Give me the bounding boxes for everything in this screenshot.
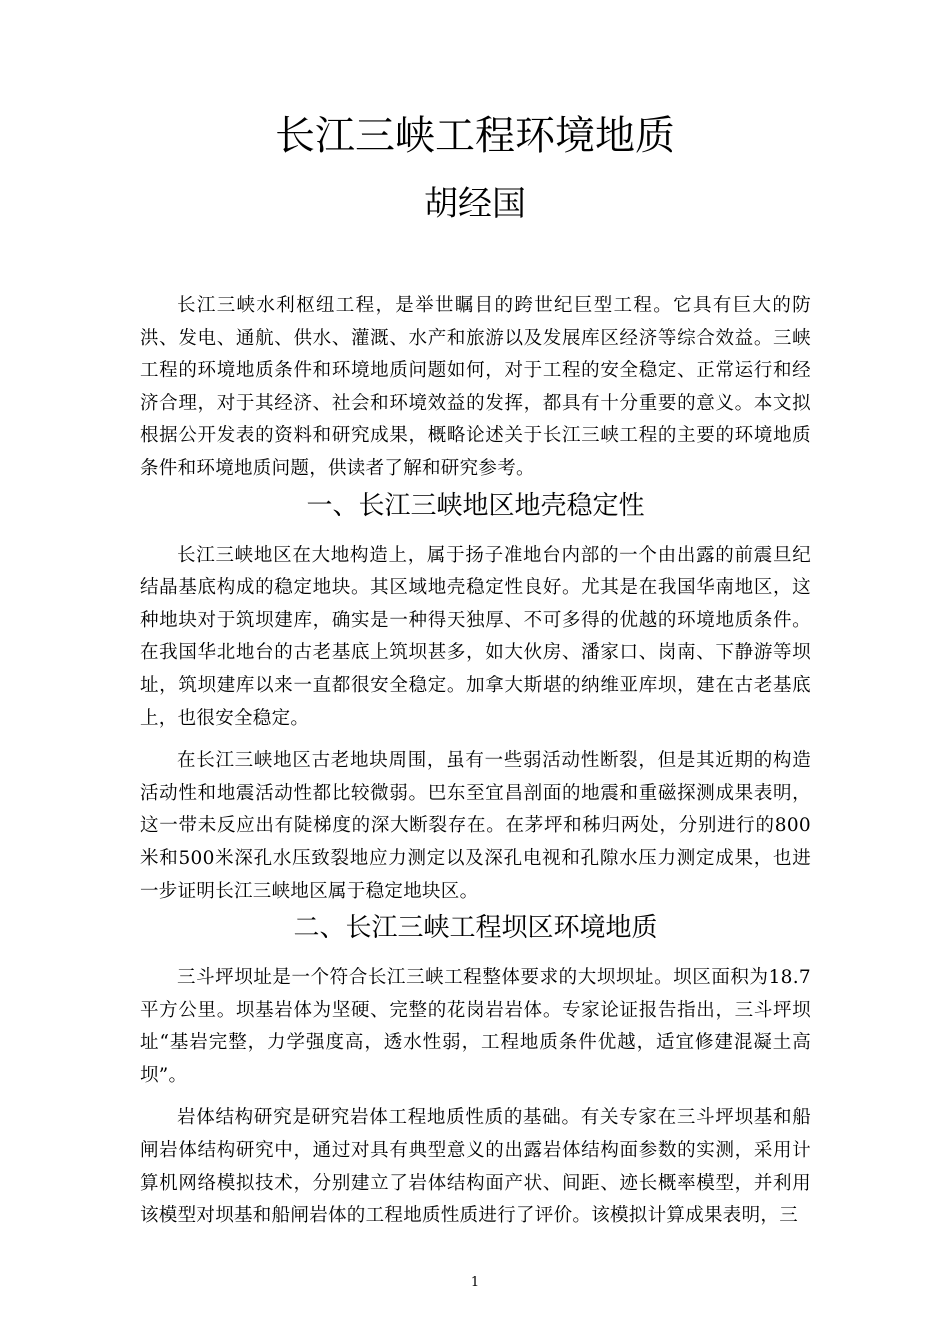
section-heading-1: 一、长江三峡地区地壳稳定性 bbox=[306, 490, 645, 521]
section-2-paragraph-1: 三斗坪坝址是一个符合长江三峡工程整体要求的大坝坝址。坝区面积为18.7平方公里。坝基岩体为坚硬、完整的花岗岩岩体。专家论证报告指出，三斗坪坝址“基岩完整，力学强度高，透水性弱，工程地质条件优越，适宜修建混凝土高坝”。 bbox=[140, 967, 811, 1086]
page-number: 1 bbox=[470, 1275, 480, 1290]
document-title: 长江三峡工程环境地质 bbox=[275, 113, 675, 159]
document-body bbox=[140, 290, 811, 1233]
section-1-paragraph-2: 在长江三峡地区古老地块周围，虽有一些弱活动性断裂，但是其近期的构造活动性和地震活动性都比较微弱。巴东至宜昌剖面的地震和重磁探测成果表明，这一带未反应出有陡梯度的深大断裂存在。在茅坪和秭归两处，分别进行的800米和500米深孔水压致裂地应力测定以及深孔电视和孔隙水压力测定成果，也进一步证明长江三峡地区属于稳定地块区。 bbox=[140, 750, 811, 902]
section-heading-2: 二、长江三峡工程坝区环境地质 bbox=[293, 913, 658, 944]
intro-paragraph: 长江三峡水利枢纽工程，是举世瞩目的跨世纪巨型工程。它具有巨大的防洪、发电、通航、供水、灌溉、水产和旅游以及发展库区经济等综合效益。三峡工程的环境地质条件和环境地质问题如何，对于工程的安全稳定、正常运行和经济合理，对于其经济、社会和环境效益的发挥，都具有十分重要的意义。本文拟根据公开发表的资料和研究成果，概略论述关于长江三峡工程的主要的环境地质条件和环境地质问题，供读者了解和研究参考。 bbox=[140, 295, 811, 479]
document-author: 胡经国 bbox=[424, 184, 526, 224]
section-1-paragraph-1: 长江三峡地区在大地构造上，属于扬子准地台内部的一个由出露的前震旦纪结晶基底构成的稳定地块。其区域地壳稳定性良好。尤其是在我国华南地区，这种地块对于筑坝建库，确实是一种得天独厚、不可多得的优越的环境地质条件。在我国华北地台的古老基底上筑坝甚多，如大伙房、潘家口、岗南、下静游等坝址，筑坝建库以来一直都很安全稳定。加拿大斯堪的纳维亚库坝，建在古老基底上，也很安全稳定。 bbox=[140, 544, 811, 729]
section-2-paragraph-2: 岩体结构研究是研究岩体工程地质性质的基础。有关专家在三斗坪坝基和船闸岩体结构研究中，通过对具有典型意义的出露岩体结构面参数的实测，采用计算机网络模拟技术，分别建立了岩体结构面产状、间距、迹长概率模型，并利用该模型对坝基和船闸岩体的工程地质性质进行了评价。该模拟计算成果表明，三 bbox=[140, 1107, 811, 1227]
